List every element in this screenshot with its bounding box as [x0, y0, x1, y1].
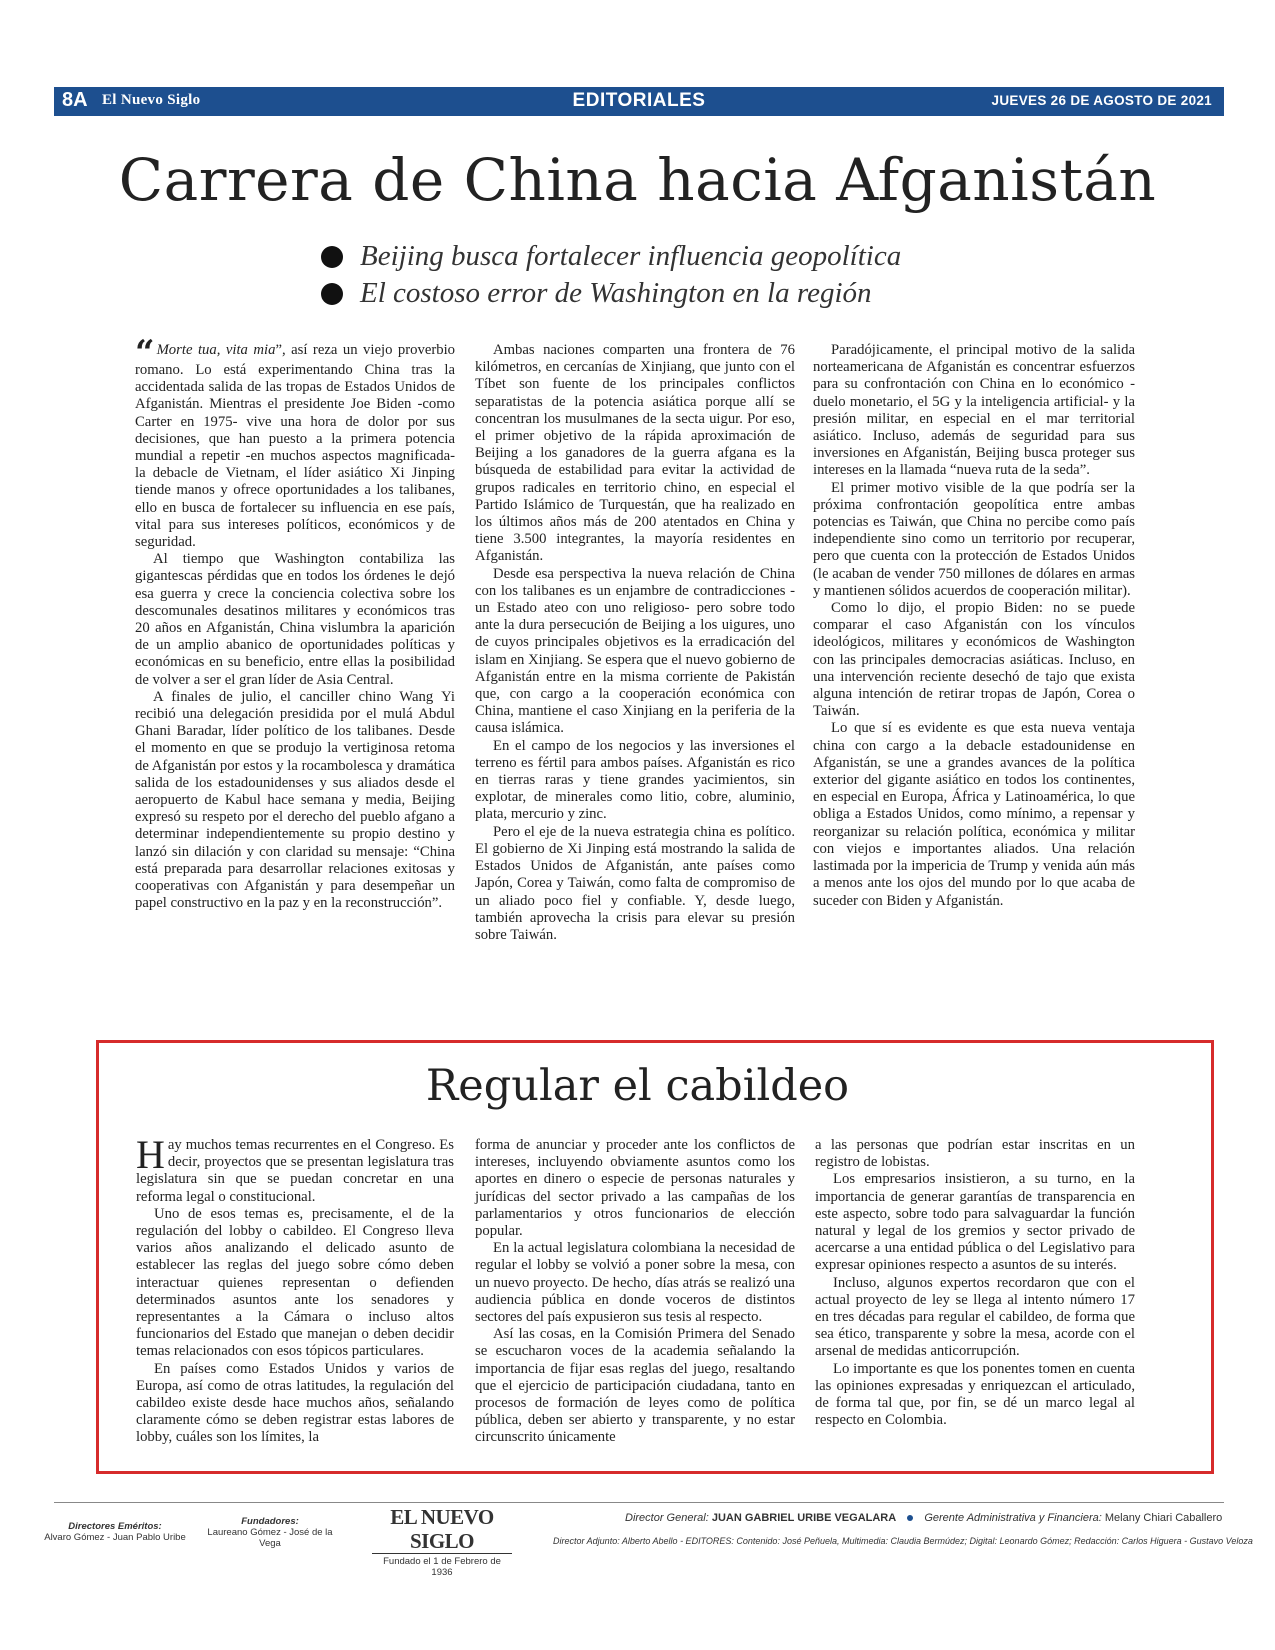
newspaper-logo: [372, 1505, 512, 1578]
staff-line: Director Adjunto: Alberto Abello - EDITORES: Contenido: José Peñuela, Multimedia: Claudia Bermúdez; Digital: Leonardo Gómez; Redacción: Carlos Higuera - Gustavo Veloza: [553, 1536, 1253, 1546]
paragraph: Como lo dijo, el propio Biden: no se puede comparar el caso Afganistán con los vínculos ideológicos, militares y económicos de Washington con las principales democracias asiáticas. Incluso, en una intervención reciente desechó de tajo que exista alguna intención de retirar tropas de Japón, Corea o Taiwán.: [813, 600, 1135, 720]
paragraph: A finales de julio, el canciller chino Wang Yi recibió una delegación presidida por el mulá Abdul Ghani Baradar, líder político de los talibanes. Desde el momento en que se produjo la vertiginosa retoma de Afganistán por estos y la rocambolesca y dramática salida de los estadounidenses y sus aliados desde el aeropuerto de Kabul hace semana y media, Beijing expresó su respeto por el derecho del pueblo afgano a determinar independientemente su propio destino y lanzó sin dilación y con claridad su mensaje: “China está preparada para desarrollar relaciones exitosas y cooperativas con Afganistán y para desempeñar un papel constructivo en la paz y en la reconstrucción”.: [135, 688, 455, 912]
section-title: EDITORIALES: [572, 90, 706, 111]
paragraph: Incluso, algunos expertos recordaron que con el actual proyecto de ley se llega al intento número 17 en tres décadas para regular el cabildeo, de forma que sea ético, transparente y sobre la mesa, acorde con el arsenal de medidas anticorrupción.: [815, 1274, 1135, 1360]
paragraph: En la actual legislatura colombiana la necesidad de regular el lobby se volvió a poner sobre la mesa, con un nuevo proyecto. De hecho, días atrás se realizó una audiencia pública en donde voceros de distintos sectores del país expusieron sus tesis al respecto.: [475, 1240, 795, 1326]
gerente-name: Melany Chiari Caballero: [1104, 1512, 1223, 1524]
paragraph: Lo que sí es evidente es que esta nueva ventaja china con cargo a la debacle estadounidense en Afganistán, se une a grandes avances de la política exterior del gigante asiático en todos los continentes, en especial en Europa, África y Latinoamérica, lo que obliga a Estados Unidos, como mínimo, a repensar y reorganizar su relación política, económica y militar con viejos e importantes aliados. Una relación lastimada por la impericia de Trump y venida aún más a menos ante los ojos del mundo por lo que acaba de suceder con Biden y Afganistán.: [813, 720, 1135, 909]
subhead-2-text: El costoso error de Washington en la región: [360, 277, 872, 309]
subheads: [318, 238, 1018, 312]
paragraph: Desde esa perspectiva la nueva relación de China con los talibanes es un enjambre de contradicciones -un Estado ateo con uno religioso- pero sobre todo ante la dura persecución de Beijing a los uigures, uno de cuyos principales objetivos es la erradicación del islam en Xinjiang. Se espera que el nuevo gobierno de Afganistán entre en la misma corriente de Pakistán que, con cargo a la cooperación económica con China, mantiene el caso Xinjiang en la periferia de la causa islámica.: [475, 565, 795, 737]
main-headline: Carrera de China hacia Afganistán: [118, 146, 1157, 214]
latin-quote: Morte tua, vita mia: [156, 342, 276, 358]
gerente-label: Gerente Administrativa y Financiera:: [924, 1512, 1102, 1524]
subhead-2: [318, 275, 1018, 312]
box-headline: Regular el cabildeo: [425, 1061, 850, 1111]
paragraph: Pero el eje de la nueva estrategia china es político. El gobierno de Xi Jinping está mostrando la salida de Estados Unidos de Afganistán, ante países como Japón, Corea y Taiwán, como falta de compromiso de un aliado poco fiel y confiable. Y, desde luego, también aprovecha la crisis para elevar su presión sobre Taiwán.: [475, 823, 795, 943]
bullet-icon: [321, 283, 343, 305]
founders: [200, 1516, 340, 1549]
founders-label: Fundadores:: [241, 1516, 299, 1527]
page-header-bar: [54, 87, 1224, 116]
paragraph: El primer motivo visible de la que podría ser la próxima confrontación geopolítica entre ambas potencias es Taiwán, que China no percibe como país independiente sino como un territorio por recuperar, pero que cuenta con la protección de Estados Unidos (le acaban de vender 750 millones de dólares en armas y mantienen sólidos acuerdos de cooperación militar).: [813, 479, 1135, 599]
main-column-2: [475, 342, 795, 944]
founders-names: Laureano Gómez - José de la Vega: [207, 1527, 333, 1549]
paragraph: Uno de esos temas es, precisamente, el de la regulación del lobby o cabildeo. El Congreso lleva varios años analizando el delicado asunto de establecer las reglas del juego sobre cómo deben interactuar quienes representan o defienden determinados asuntos ante los senadores y representantes a la Cámara o incluso altos funcionarios del Estado que manejan o deben decidir temas relacionados con esos tópicos particulares.: [136, 1205, 454, 1360]
paragraph: [136, 1132, 454, 1206]
paragraph: Ambas naciones comparten una frontera de 76 kilómetros, en cercanías de Xinjiang, que junto con el Tíbet son fuente de los principales conflictos separatistas de la potencia asiática porque allí se concentran los musulmanes de la secta uigur. Por eso, el primer objetivo de la rápida aproximación de Beijing a los ganadores de la guerra afgana es la búsqueda de estabilidad para evitar la actividad de grupos radicales en territorio chino, en especial el Partido Islámico de Turquestán, que ha realizado en los últimos años más de 200 atentados en China y tiene 3.500 integrantes, la mayoría residentes en Afganistán.: [475, 342, 795, 565]
paragraph: Al tiempo que Washington contabiliza las gigantescas pérdidas que en todos los órdenes le dejó esa guerra y crece la conciencia colectiva sobre los descomunales desatinos militares y económicos tras 20 años en Afganistán, China vislumbra la aparición de un amplio abanico de oportunidades políticas y económicas en su beneficio, entre ellas la posibilidad de volver a ser el gran líder de Asia Central.: [135, 551, 455, 688]
management-line: [625, 1512, 1222, 1524]
paragraph: a las personas que podrían estar inscritas en un registro de lobistas.: [815, 1137, 1135, 1171]
subhead-1: [318, 238, 1018, 275]
founded-date: Fundado el 1 de Febrero de 1936: [383, 1556, 501, 1578]
paragraph-text: ay muchos temas recurrentes en el Congreso. Es decir, proyectos que se presentan legislatura tras legislatura sin que se puedan concretar en una reforma legal o constitucional.: [136, 1137, 454, 1205]
box-column-2: [475, 1137, 795, 1447]
paragraph: Paradójicamente, el principal motivo de la salida norteamericana de Afganistán es concentrar esfuerzos para su confrontación con China en lo económico -duelo monetario, el 5G y la inteligencia artificial- y la presión militar, en especial en el mar territorial asiático. Incluso, además de seguridad para sus inversiones en Afganistán, Beijing busca proteger sus intereses en la llamada “nueva ruta de la seda”.: [813, 342, 1135, 479]
paragraph: Los empresarios insistieron, a su turno, en la importancia de generar garantías de transparencia en este aspecto, sobre todo para salvaguardar la función natural y legal de los gremios y sector privado de acercarse a una entidad pública o del Legislativo para expresar opiniones respecto a asuntos de su interés.: [815, 1171, 1135, 1274]
director-general-name: JUAN GABRIEL URIBE VEGALARA: [711, 1512, 897, 1524]
box-column-1: [136, 1132, 454, 1447]
emeritus-directors-label: Directores Eméritos:: [68, 1521, 162, 1532]
box-column-3: [815, 1137, 1135, 1429]
subhead-1-text: Beijing busca fortalecer influencia geopolítica: [360, 240, 902, 272]
logo-name: EL NUEVO SIGLO: [372, 1505, 512, 1554]
paragraph: forma de anunciar y proceder ante los conflictos de intereses, incluyendo obviamente asuntos como los aportes en dinero o especie de personas naturales y jurídicas del sector privado a las campañas de los parlamentarios y otros funcionarios de elección popular.: [475, 1137, 795, 1240]
footer-divider: [54, 1502, 1224, 1503]
issue-date: JUEVES 26 DE AGOSTO DE 2021: [991, 93, 1212, 108]
emeritus-directors: [40, 1521, 190, 1543]
separator-dot-icon: [907, 1515, 913, 1521]
main-column-3: [813, 342, 1135, 910]
paragraph: Lo importante es que los ponentes tomen en cuenta las opiniones expresadas y enriquezcan el articulado, de forma tal que, por fin, se dé un marco legal al respecto en Colombia.: [815, 1360, 1135, 1429]
paragraph: Así las cosas, en la Comisión Primera del Senado se escucharon voces de la academia señalando la importancia de fijar esas reglas del juego, resaltando que el ejercicio de participación ciudadana, tanto en procesos de formación de leyes como de política pública, deben ser abierto y transparente, y no estar circunscrito únicamente: [475, 1326, 795, 1446]
page-number: 8A: [62, 89, 88, 111]
emeritus-directors-names: Alvaro Gómez - Juan Pablo Uribe: [44, 1532, 186, 1543]
paper-name: El Nuevo Siglo: [102, 92, 201, 108]
quote-mark-icon: “: [135, 333, 155, 373]
paragraph-text: ”, así reza un viejo proverbio romano. Lo está experimentando China tras la accidentada salida de las tropas de Estados Unidos de Afganistán. Mientras el presidente Joe Biden -como Carter en 1975- vive una hora de dolor por sus decisiones, que han puesto a la primera potencia mundial a repetir -en muchos aspectos magnificada- la debacle de Vietnam, el líder asiático Xi Jinping tiende manos y ofrece oportunidades a los talibanes, ello en busca de fortalecer su influencia en ese país, vital para sus intereses políticos, económicos y de seguridad.: [135, 342, 455, 551]
director-general-label: Director General:: [625, 1512, 709, 1524]
drop-cap: H: [136, 1132, 165, 1177]
paragraph: En países como Estados Unidos y varios de Europa, así como de otras latitudes, la regulación del cabildeo existe desde hace muchos años, señalando claramente cómo se deben registrar estas labores de lobby, cuáles son los límites, la: [136, 1360, 454, 1446]
paragraph: En el campo de los negocios y las inversiones el terreno es fértil para ambos países. Afganistán es rico en tierras raras y tiene grandes yacimientos, sin explotar, de minerales como litio, cobre, aluminio, plata, mercurio y zinc.: [475, 737, 795, 823]
paragraph: [135, 333, 455, 551]
main-column-1: [135, 333, 455, 913]
bullet-icon: [321, 246, 343, 268]
